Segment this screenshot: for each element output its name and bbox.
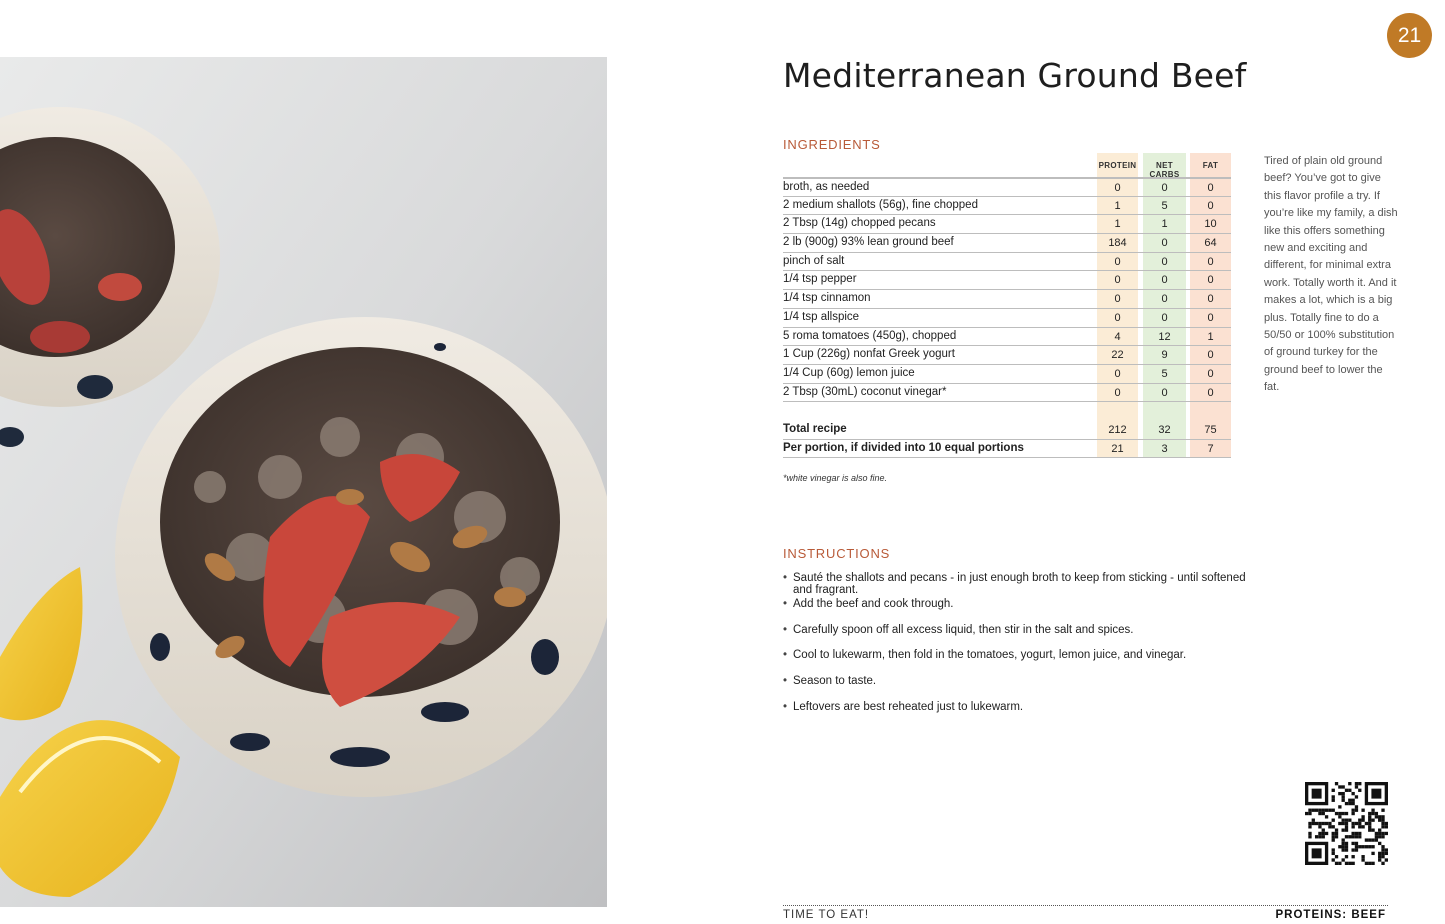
footer-rule bbox=[783, 905, 1388, 906]
fat-value: 0 bbox=[1207, 199, 1214, 212]
instruction-step: • Leftovers are best reheated just to lukewarm. bbox=[783, 701, 1263, 727]
protein-value: 22 bbox=[1111, 349, 1124, 362]
net-carbs-value: 0 bbox=[1161, 182, 1168, 194]
table-row bbox=[783, 197, 1231, 216]
table-row bbox=[783, 290, 1231, 309]
protein-value: 4 bbox=[1114, 330, 1121, 343]
table-row bbox=[783, 253, 1231, 272]
ingredient-name: broth, as needed bbox=[783, 181, 870, 193]
net-carbs-value: 3 bbox=[1161, 442, 1168, 455]
fat-value: 10 bbox=[1204, 218, 1217, 231]
fat-value: 75 bbox=[1204, 423, 1217, 436]
ingredient-name: pinch of salt bbox=[783, 254, 845, 267]
net-carbs-value: 1 bbox=[1161, 218, 1168, 231]
fat-value: 0 bbox=[1207, 255, 1214, 268]
recipe-title: Mediterranean Ground Beef bbox=[783, 56, 1247, 95]
net-carbs-value: 5 bbox=[1161, 199, 1168, 212]
fat-value: 0 bbox=[1207, 182, 1214, 194]
protein-value: 21 bbox=[1111, 442, 1124, 455]
table-row bbox=[783, 384, 1231, 403]
protein-value: 0 bbox=[1114, 293, 1121, 306]
table-row bbox=[783, 365, 1231, 384]
protein-value: 0 bbox=[1114, 311, 1121, 324]
net-carbs-value: 0 bbox=[1161, 311, 1168, 324]
page-number: 21 bbox=[1397, 23, 1422, 47]
protein-value: 1 bbox=[1114, 218, 1121, 231]
footer-section-label: PROTEINS: BEEF bbox=[1275, 909, 1386, 921]
fat-value: 0 bbox=[1207, 349, 1214, 362]
table-row bbox=[783, 234, 1231, 253]
protein-value: 0 bbox=[1114, 182, 1121, 194]
table-row bbox=[783, 440, 1231, 459]
instructions-heading: INSTRUCTIONS bbox=[783, 546, 891, 561]
instruction-step: • Carefully spoon off all excess liquid, then stir in the salt and spices. bbox=[783, 624, 1263, 650]
net-carbs-value: 32 bbox=[1158, 423, 1171, 436]
ingredient-name: 1/4 tsp cinnamon bbox=[783, 292, 871, 305]
instruction-step: • Season to taste. bbox=[783, 675, 1263, 701]
ingredient-name: 2 lb (900g) 93% lean ground beef bbox=[783, 236, 954, 249]
table-row bbox=[783, 421, 1231, 440]
qr-code[interactable] bbox=[1305, 782, 1388, 865]
net-carbs-value: 9 bbox=[1161, 349, 1168, 362]
instructions-list bbox=[783, 572, 1263, 727]
fat-value: 64 bbox=[1204, 237, 1217, 250]
footer-book-title: TIME TO EAT! bbox=[783, 909, 870, 921]
recipe-intro-note: Tired of plain old ground beef? You’ve got to give this flavor profile a try. If you’re like my family, a dish like this offers something new and exciting and different, for minimal extra work. Totally worth it. And it makes a lot, which is a big plus. Totally fine to do a 50/50 or 100% substitution of ground turkey for the ground beef to lower the fat. bbox=[1264, 155, 1398, 394]
fat-header: FAT bbox=[1202, 161, 1219, 170]
table-row bbox=[783, 328, 1231, 347]
ingredient-name: 1 Cup (226g) nonfat Greek yogurt bbox=[783, 348, 955, 361]
table-row bbox=[783, 271, 1231, 290]
net-carbs-value: 5 bbox=[1161, 367, 1168, 380]
ingredient-name: 5 roma tomatoes (450g), chopped bbox=[783, 329, 957, 342]
table-row bbox=[783, 215, 1231, 234]
protein-header: PROTEIN bbox=[1098, 161, 1137, 170]
net-carbs-value: 0 bbox=[1161, 274, 1168, 287]
ingredient-rows bbox=[783, 177, 1231, 458]
fat-value: 7 bbox=[1207, 442, 1214, 455]
protein-value: 184 bbox=[1108, 237, 1127, 250]
table-row bbox=[783, 309, 1231, 328]
instruction-step: • Add the beef and cook through. bbox=[783, 598, 1263, 624]
ingredient-name: 1/4 Cup (60g) lemon juice bbox=[783, 366, 915, 379]
food-photo bbox=[0, 57, 607, 907]
net-carbs-value: 0 bbox=[1161, 293, 1168, 306]
table-spacer bbox=[783, 402, 1231, 421]
fat-value: 0 bbox=[1207, 367, 1214, 380]
net-carbs-header: NET CARBS bbox=[1149, 161, 1180, 179]
ingredients-heading: INGREDIENTS bbox=[783, 137, 881, 152]
protein-value: 0 bbox=[1114, 386, 1121, 399]
ingredient-name: 2 Tbsp (14g) chopped pecans bbox=[783, 217, 936, 230]
instruction-step: • Sauté the shallots and pecans - in just enough broth to keep from sticking - until softened and fragrant. bbox=[783, 572, 1263, 598]
protein-value: 0 bbox=[1114, 274, 1121, 287]
protein-value: 212 bbox=[1108, 423, 1127, 436]
table-row bbox=[783, 178, 1231, 197]
table-header bbox=[783, 153, 1231, 177]
protein-value: 0 bbox=[1114, 255, 1121, 268]
ingredient-name: Per portion, if divided into 10 equal portions bbox=[783, 441, 1024, 454]
fat-value: 0 bbox=[1207, 293, 1214, 306]
protein-value: 0 bbox=[1114, 367, 1121, 380]
instruction-step: • Cool to lukewarm, then fold in the tomatoes, yogurt, lemon juice, and vinegar. bbox=[783, 649, 1263, 675]
protein-value: 1 bbox=[1114, 199, 1121, 212]
net-carbs-value: 12 bbox=[1158, 330, 1171, 343]
net-carbs-value: 0 bbox=[1161, 386, 1168, 399]
fat-value: 0 bbox=[1207, 311, 1214, 324]
footnote: *white vinegar is also fine. bbox=[783, 473, 888, 483]
net-carbs-value: 0 bbox=[1161, 255, 1168, 268]
table-row bbox=[783, 346, 1231, 365]
ingredient-name: 2 Tbsp (30mL) coconut vinegar* bbox=[783, 385, 947, 398]
fat-value: 0 bbox=[1207, 274, 1214, 287]
fat-value: 0 bbox=[1207, 386, 1214, 399]
net-carbs-value: 0 bbox=[1161, 237, 1168, 250]
ingredient-name: 2 medium shallots (56g), fine chopped bbox=[783, 198, 978, 211]
ingredient-name: 1/4 tsp pepper bbox=[783, 273, 857, 286]
ingredients-table bbox=[783, 153, 1231, 458]
ingredient-name: 1/4 tsp allspice bbox=[783, 310, 860, 323]
fat-value: 1 bbox=[1207, 330, 1214, 343]
ingredient-name: Total recipe bbox=[783, 422, 847, 435]
page-number-badge bbox=[1387, 13, 1432, 58]
